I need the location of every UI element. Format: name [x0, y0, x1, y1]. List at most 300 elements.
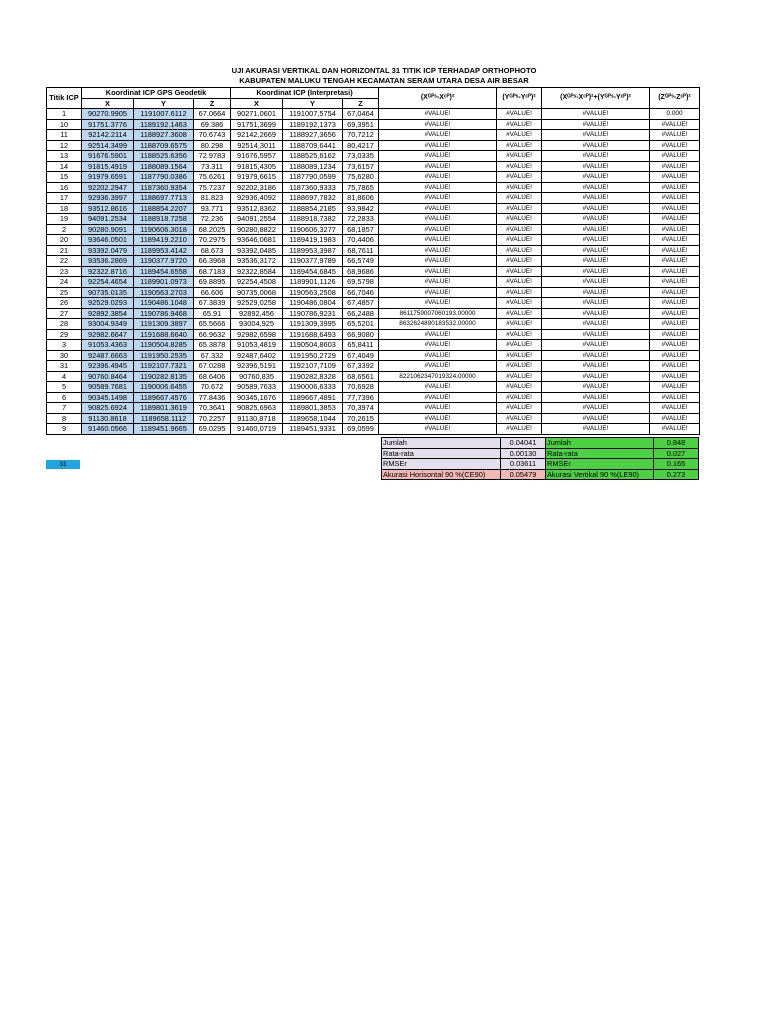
icp-id-cell: 7 [47, 403, 82, 414]
gps-x-cell: 92892.3854 [82, 308, 134, 319]
interp-x-cell: 93392,0485 [231, 245, 283, 256]
table-row [47, 371, 700, 382]
table-row [47, 319, 700, 330]
header-gps-group: Koordinat ICP GPS Geodetik [82, 88, 231, 99]
table-row [47, 245, 700, 256]
dxy2-value-cell: #VALUE! [542, 161, 650, 172]
interp-y-cell: 1188854,2185 [283, 203, 343, 214]
dxy2-value-cell: #VALUE! [542, 140, 650, 151]
dx2-value-cell: #VALUE! [379, 340, 497, 351]
interp-z-cell: 68,1857 [343, 224, 379, 235]
table-row [47, 287, 700, 298]
dy2-value-cell: #VALUE! [497, 361, 542, 372]
dz2-value-cell: #VALUE! [650, 172, 700, 183]
interp-z-cell: 66,2488 [343, 308, 379, 319]
dxy2-value-cell: #VALUE! [542, 287, 650, 298]
dz2-value-cell: #VALUE! [650, 119, 700, 130]
dy2-value-cell: #VALUE! [497, 329, 542, 340]
gps-y-cell: 1192107.7321 [134, 361, 194, 372]
interp-x-cell: 92254,4508 [231, 277, 283, 288]
interp-y-cell: 1189658,1044 [283, 413, 343, 424]
gps-y-cell: 1189901.0973 [134, 277, 194, 288]
interp-z-cell: 66,7046 [343, 287, 379, 298]
interp-y-cell: 1190786,9231 [283, 308, 343, 319]
interp-z-cell: 75,7865 [343, 182, 379, 193]
dx2-value-cell: #VALUE! [379, 161, 497, 172]
dxy2-value-cell: #VALUE! [542, 151, 650, 162]
gps-z-cell: 68.2025 [194, 224, 231, 235]
gps-y-cell: 1190786.9468 [134, 308, 194, 319]
interp-x-cell: 90735,0068 [231, 287, 283, 298]
icp-id-cell: 17 [47, 193, 82, 204]
icp-id-cell: 9 [47, 424, 82, 435]
interp-y-cell: 1190486,0804 [283, 298, 343, 309]
gps-x-cell: 92396.4945 [82, 361, 134, 372]
interp-y-cell: 1188697,7832 [283, 193, 343, 204]
dx2-value-cell: #VALUE! [379, 266, 497, 277]
icp-id-cell: 16 [47, 182, 82, 193]
gps-x-cell: 90825.6924 [82, 403, 134, 414]
gps-x-cell: 90280.9091 [82, 224, 134, 235]
interp-y-cell: 1189801,3853 [283, 403, 343, 414]
interp-y-cell: 1189451,9331 [283, 424, 343, 435]
dz2-value-cell: #VALUE! [650, 256, 700, 267]
interp-y-cell: 1190563,2508 [283, 287, 343, 298]
interp-z-cell: 67,4857 [343, 298, 379, 309]
dx2-value-cell: #VALUE! [379, 382, 497, 393]
gps-x-cell: 90589.7681 [82, 382, 134, 393]
interp-y-cell: 1188927,3656 [283, 130, 343, 141]
summary-row [382, 448, 699, 459]
dz2-value-cell: #VALUE! [650, 193, 700, 204]
gps-y-cell: 1189953.4142 [134, 245, 194, 256]
interp-x-cell: 93004,925 [231, 319, 283, 330]
dz2-value-cell: #VALUE! [650, 329, 700, 340]
gps-y-cell: 1188927.3608 [134, 130, 194, 141]
gps-y-cell: 1190504.8285 [134, 340, 194, 351]
interp-y-cell: 1190504,8603 [283, 340, 343, 351]
dz2-value-cell: #VALUE! [650, 151, 700, 162]
interp-z-cell: 69,0599 [343, 424, 379, 435]
interp-x-cell: 90280,8822 [231, 224, 283, 235]
dz2-value-cell: #VALUE! [650, 130, 700, 141]
table-row [47, 203, 700, 214]
dy2-value-cell: #VALUE! [497, 308, 542, 319]
gps-x-cell: 91751.3776 [82, 119, 134, 130]
summary-row [382, 459, 699, 470]
icp-id-cell: 26 [47, 298, 82, 309]
interp-y-cell: 1191688,6493 [283, 329, 343, 340]
icp-id-cell: 12 [47, 140, 82, 151]
dx2-value-cell: #VALUE! [379, 424, 497, 435]
gps-z-cell: 66.9632 [194, 329, 231, 340]
interp-z-cell: 93,9842 [343, 203, 379, 214]
icp-id-cell: 31 [47, 361, 82, 372]
interp-z-cell: 68,7611 [343, 245, 379, 256]
interp-z-cell: 69,3951 [343, 119, 379, 130]
table-row [47, 172, 700, 183]
interp-x-cell: 92142,2669 [231, 130, 283, 141]
dx2-value-cell: #VALUE! [379, 256, 497, 267]
summary-row [382, 469, 699, 480]
gps-x-cell: 91815.4919 [82, 161, 134, 172]
gps-z-cell: 65.5666 [194, 319, 231, 330]
icp-id-cell: 6 [47, 392, 82, 403]
dx2-value-cell: #VALUE! [379, 298, 497, 309]
header-titik-icp: Titik ICP [47, 88, 82, 109]
dz2-value-cell: #VALUE! [650, 308, 700, 319]
interp-z-cell: 67,3392 [343, 361, 379, 372]
dy2-value-cell: #VALUE! [497, 340, 542, 351]
table-row [47, 151, 700, 162]
gps-x-cell: 93004.9349 [82, 319, 134, 330]
report-title: UJI AKURASI VERTIKAL DAN HORIZONTAL 31 TITIK ICP TERHADAP ORTHOPHOTO [231, 66, 537, 75]
dx2-value-cell: 8611759007060193.00000 [379, 308, 497, 319]
interp-z-cell: 67,0464 [343, 109, 379, 120]
table-row [47, 224, 700, 235]
gps-x-cell: 90270.9905 [82, 109, 134, 120]
summary-label-h: Rata-rata [382, 448, 501, 459]
interp-x-cell: 91979,6615 [231, 172, 283, 183]
interp-y-cell: 1191309,3995 [283, 319, 343, 330]
dz2-value-cell: #VALUE! [650, 319, 700, 330]
interp-z-cell: 75,6280 [343, 172, 379, 183]
gps-z-cell: 70.2257 [194, 413, 231, 424]
gps-z-cell: 68.6406 [194, 371, 231, 382]
gps-y-cell: 1191950.2535 [134, 350, 194, 361]
table-row [47, 424, 700, 435]
header-interp-x: X [231, 98, 283, 109]
icp-id-cell: 27 [47, 308, 82, 319]
gps-y-cell: 1189451.9665 [134, 424, 194, 435]
interp-x-cell: 91815,4305 [231, 161, 283, 172]
gps-z-cell: 65.91 [194, 308, 231, 319]
interp-z-cell: 66,9080 [343, 329, 379, 340]
dz2-value-cell: #VALUE! [650, 350, 700, 361]
dz2-value-cell: #VALUE! [650, 403, 700, 414]
gps-x-cell: 92982.6647 [82, 329, 134, 340]
gps-z-cell: 67.3839 [194, 298, 231, 309]
dz2-value-cell: #VALUE! [650, 413, 700, 424]
dxy2-value-cell: #VALUE! [542, 214, 650, 225]
table-row [47, 329, 700, 340]
gps-x-cell: 92142.2114 [82, 130, 134, 141]
dxy2-value-cell: #VALUE! [542, 119, 650, 130]
interp-x-cell: 91053,4819 [231, 340, 283, 351]
icp-id-cell: 20 [47, 235, 82, 246]
table-row [47, 392, 700, 403]
gps-x-cell: 92202.2947 [82, 182, 134, 193]
dx2-value-cell: #VALUE! [379, 361, 497, 372]
header-dxy2: (Xᴳᴾˢ-Xᶜᴾ)²+(Yᴳᴾˢ-Yᶜᴾ)² [542, 88, 650, 109]
table-row [47, 161, 700, 172]
icp-id-cell: 15 [47, 172, 82, 183]
interp-y-cell: 1190282,8328 [283, 371, 343, 382]
interp-x-cell: 91751,3699 [231, 119, 283, 130]
icp-id-cell: 11 [47, 130, 82, 141]
dxy2-value-cell: #VALUE! [542, 308, 650, 319]
dz2-value-cell: #VALUE! [650, 140, 700, 151]
interp-z-cell: 77,7396 [343, 392, 379, 403]
dxy2-value-cell: #VALUE! [542, 193, 650, 204]
gps-x-cell: 92936.3997 [82, 193, 134, 204]
dz2-value-cell: 0.000 [650, 109, 700, 120]
dxy2-value-cell: #VALUE! [542, 109, 650, 120]
dxy2-value-cell: #VALUE! [542, 329, 650, 340]
dy2-value-cell: #VALUE! [497, 287, 542, 298]
gps-z-cell: 68.673 [194, 245, 231, 256]
dx2-value-cell: #VALUE! [379, 109, 497, 120]
gps-x-cell: 93392.0479 [82, 245, 134, 256]
table-row [47, 266, 700, 277]
icp-id-cell: 8 [47, 413, 82, 424]
dx2-value-cell: #VALUE! [379, 119, 497, 130]
interp-y-cell: 1190606,3277 [283, 224, 343, 235]
dx2-value-cell: #VALUE! [379, 172, 497, 183]
gps-x-cell: 91053.4363 [82, 340, 134, 351]
dx2-value-cell: #VALUE! [379, 235, 497, 246]
icp-id-cell: 23 [47, 266, 82, 277]
gps-z-cell: 93.771 [194, 203, 231, 214]
dy2-value-cell: #VALUE! [497, 245, 542, 256]
dxy2-value-cell: #VALUE! [542, 298, 650, 309]
summary-val-h: 0.05479 [501, 469, 546, 480]
icp-id-cell: 21 [47, 245, 82, 256]
summary-label-h: Akurasi Horisontal 90 %(CE90) [382, 469, 501, 480]
summary-label-v: Akurasi Vertikal 90 %(LE90) [546, 469, 654, 480]
gps-z-cell: 77.8436 [194, 392, 231, 403]
gps-z-cell: 69.8895 [194, 277, 231, 288]
interp-z-cell: 70,2615 [343, 413, 379, 424]
gps-x-cell: 91130.8618 [82, 413, 134, 424]
dz2-value-cell: #VALUE! [650, 298, 700, 309]
dx2-value-cell: #VALUE! [379, 350, 497, 361]
interp-y-cell: 1189667,4891 [283, 392, 343, 403]
interp-x-cell: 92396,5191 [231, 361, 283, 372]
interp-y-cell: 1188709,6441 [283, 140, 343, 151]
table-row [47, 298, 700, 309]
dxy2-value-cell: #VALUE! [542, 361, 650, 372]
report-subtitle: KABUPATEN MALUKU TENGAH KECAMATAN SERAM UTARA DESA AIR BESAR [239, 76, 529, 85]
gps-x-cell: 90345.1498 [82, 392, 134, 403]
dxy2-value-cell: #VALUE! [542, 130, 650, 141]
summary-val-h: 0.00130 [501, 448, 546, 459]
dy2-value-cell: #VALUE! [497, 277, 542, 288]
gps-z-cell: 68.7183 [194, 266, 231, 277]
gps-z-cell: 70.672 [194, 382, 231, 393]
dy2-value-cell: #VALUE! [497, 403, 542, 414]
summary-val-h: 0.03611 [501, 459, 546, 470]
dz2-value-cell: #VALUE! [650, 277, 700, 288]
summary-val-v: 0.273 [654, 469, 699, 480]
dx2-value-cell: #VALUE! [379, 151, 497, 162]
table-row [47, 361, 700, 372]
interp-y-cell: 1190006,6333 [283, 382, 343, 393]
gps-x-cell: 93512.8616 [82, 203, 134, 214]
icp-id-cell: 19 [47, 214, 82, 225]
interp-z-cell: 80,4217 [343, 140, 379, 151]
icp-id-cell: 4 [47, 371, 82, 382]
header-interp-z: Z [343, 98, 379, 109]
dxy2-value-cell: #VALUE! [542, 266, 650, 277]
gps-z-cell: 67.0288 [194, 361, 231, 372]
gps-z-cell: 80.298 [194, 140, 231, 151]
gps-y-cell: 1189192.1463 [134, 119, 194, 130]
interp-x-cell: 90760,835 [231, 371, 283, 382]
table-row [47, 130, 700, 141]
summary-label-v: RMSEr [546, 459, 654, 470]
summary-label-v: Rata-rata [546, 448, 654, 459]
header-gps-z: Z [194, 98, 231, 109]
interp-x-cell: 90345,1676 [231, 392, 283, 403]
gps-z-cell: 70.2975 [194, 235, 231, 246]
interp-x-cell: 92982,6598 [231, 329, 283, 340]
dxy2-value-cell: #VALUE! [542, 382, 650, 393]
interp-y-cell: 1189953,3987 [283, 245, 343, 256]
dx2-value-cell: #VALUE! [379, 413, 497, 424]
gps-z-cell: 81.823 [194, 193, 231, 204]
interp-x-cell: 92514,3011 [231, 140, 283, 151]
table-row [47, 308, 700, 319]
dy2-value-cell: #VALUE! [497, 119, 542, 130]
icp-id-cell: 1 [47, 109, 82, 120]
icp-id-cell: 22 [47, 256, 82, 267]
dx2-value-cell: #VALUE! [379, 130, 497, 141]
dx2-value-cell: #VALUE! [379, 287, 497, 298]
gps-y-cell: 1187360.9354 [134, 182, 194, 193]
interp-z-cell: 68,6561 [343, 371, 379, 382]
dy2-value-cell: #VALUE! [497, 161, 542, 172]
gps-y-cell: 1191007.6112 [134, 109, 194, 120]
dxy2-value-cell: #VALUE! [542, 392, 650, 403]
icp-id-cell: 25 [47, 287, 82, 298]
gps-y-cell: 1187790.0386 [134, 172, 194, 183]
interp-y-cell: 1187790,0599 [283, 172, 343, 183]
icp-id-cell: 28 [47, 319, 82, 330]
gps-y-cell: 1189658.1112 [134, 413, 194, 424]
dy2-value-cell: #VALUE! [497, 319, 542, 330]
gps-y-cell: 1189419.2210 [134, 235, 194, 246]
gps-z-cell: 70.3641 [194, 403, 231, 414]
gps-y-cell: 1191688.6640 [134, 329, 194, 340]
dz2-value-cell: #VALUE! [650, 287, 700, 298]
dy2-value-cell: #VALUE! [497, 256, 542, 267]
dz2-value-cell: #VALUE! [650, 235, 700, 246]
dxy2-value-cell: #VALUE! [542, 277, 650, 288]
dy2-value-cell: #VALUE! [497, 193, 542, 204]
icp-id-cell: 3 [47, 340, 82, 351]
interp-x-cell: 92936,4092 [231, 193, 283, 204]
gps-y-cell: 1189454.6558 [134, 266, 194, 277]
dx2-value-cell: #VALUE! [379, 140, 497, 151]
gps-x-cell: 92254.4654 [82, 277, 134, 288]
dx2-value-cell: #VALUE! [379, 403, 497, 414]
dx2-value-cell: 8221062347019324.00000 [379, 371, 497, 382]
dz2-value-cell: #VALUE! [650, 340, 700, 351]
gps-x-cell: 94091.2534 [82, 214, 134, 225]
icp-id-cell: 30 [47, 350, 82, 361]
gps-x-cell: 90735.0135 [82, 287, 134, 298]
icp-id-cell: 5 [47, 382, 82, 393]
summary-label-v: Jumlah [546, 438, 654, 449]
interp-z-cell: 65,5201 [343, 319, 379, 330]
gps-x-cell: 92487.6663 [82, 350, 134, 361]
gps-y-cell: 1190377.9720 [134, 256, 194, 267]
interp-x-cell: 90825,6963 [231, 403, 283, 414]
interp-y-cell: 1190377,9789 [283, 256, 343, 267]
interp-z-cell: 73,6157 [343, 161, 379, 172]
gps-y-cell: 1191309.3897 [134, 319, 194, 330]
table-row [47, 214, 700, 225]
interp-z-cell: 65,8411 [343, 340, 379, 351]
gps-y-cell: 1189667.4576 [134, 392, 194, 403]
gps-x-cell: 93646.0501 [82, 235, 134, 246]
dy2-value-cell: #VALUE! [497, 371, 542, 382]
gps-y-cell: 1190486.1048 [134, 298, 194, 309]
interp-z-cell: 70,7212 [343, 130, 379, 141]
header-interp-y: Y [283, 98, 343, 109]
table-row [47, 140, 700, 151]
dxy2-value-cell: #VALUE! [542, 245, 650, 256]
dxy2-value-cell: #VALUE! [542, 424, 650, 435]
interp-z-cell: 70,4406 [343, 235, 379, 246]
header-dz2: (Zᴳᴾˢ-Zᶜᴾ)² [650, 88, 700, 109]
dy2-value-cell: #VALUE! [497, 266, 542, 277]
icp-id-cell: 14 [47, 161, 82, 172]
dx2-value-cell: #VALUE! [379, 193, 497, 204]
gps-x-cell: 92322.8716 [82, 266, 134, 277]
dx2-value-cell: #VALUE! [379, 329, 497, 340]
interp-x-cell: 91130,8718 [231, 413, 283, 424]
gps-x-cell: 90760.8464 [82, 371, 134, 382]
header-gps-y: Y [134, 98, 194, 109]
dy2-value-cell: #VALUE! [497, 235, 542, 246]
table-row [47, 235, 700, 246]
table-row [47, 119, 700, 130]
interp-x-cell: 93646,0681 [231, 235, 283, 246]
dy2-value-cell: #VALUE! [497, 392, 542, 403]
dz2-value-cell: #VALUE! [650, 214, 700, 225]
summary-table [381, 437, 699, 480]
table-row [47, 382, 700, 393]
gps-z-cell: 67.0664 [194, 109, 231, 120]
dy2-value-cell: #VALUE! [497, 172, 542, 183]
gps-y-cell: 1188089.1564 [134, 161, 194, 172]
gps-z-cell: 75.6261 [194, 172, 231, 183]
summary-row [382, 438, 699, 449]
dxy2-value-cell: #VALUE! [542, 182, 650, 193]
gps-y-cell: 1190606.3018 [134, 224, 194, 235]
interp-y-cell: 1189192,1373 [283, 119, 343, 130]
dxy2-value-cell: #VALUE! [542, 340, 650, 351]
interp-z-cell: 73,0335 [343, 151, 379, 162]
dy2-value-cell: #VALUE! [497, 109, 542, 120]
interp-y-cell: 1189419,1983 [283, 235, 343, 246]
interp-x-cell: 91460,0719 [231, 424, 283, 435]
table-row [47, 256, 700, 267]
dz2-value-cell: #VALUE! [650, 371, 700, 382]
gps-y-cell: 1188709.6575 [134, 140, 194, 151]
table-row [47, 193, 700, 204]
dx2-value-cell: #VALUE! [379, 392, 497, 403]
gps-x-cell: 92514.3499 [82, 140, 134, 151]
icp-id-cell: 10 [47, 119, 82, 130]
dxy2-value-cell: #VALUE! [542, 256, 650, 267]
interp-y-cell: 1189454,6845 [283, 266, 343, 277]
dy2-value-cell: #VALUE! [497, 413, 542, 424]
interp-x-cell: 92892,456 [231, 308, 283, 319]
interp-z-cell: 72,2833 [343, 214, 379, 225]
